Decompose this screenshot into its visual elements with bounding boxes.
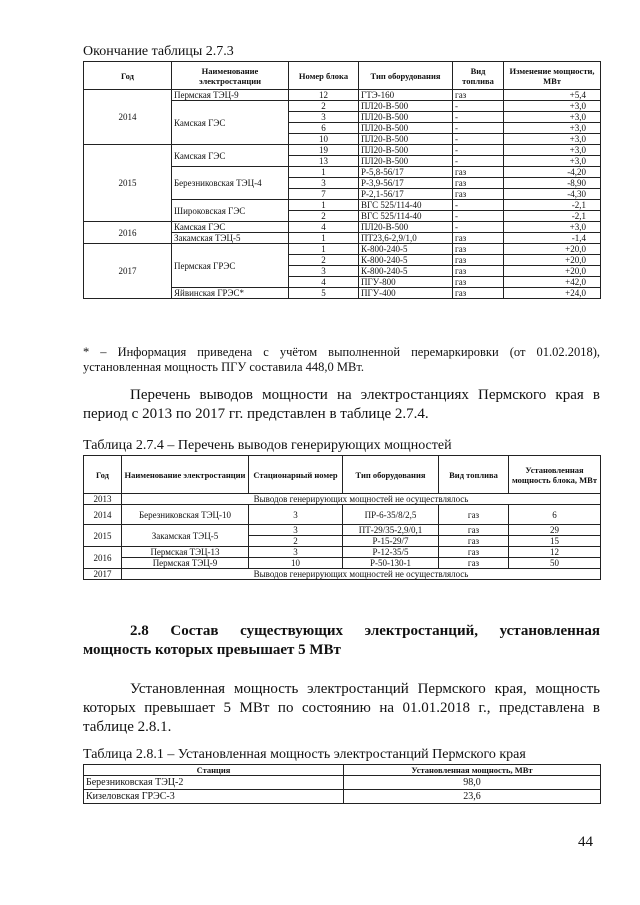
station-number-cell: 3 [249,525,343,536]
block-cell: 13 [289,156,359,167]
paragraph-outages-intro: Перечень выводов мощности на электростанциях Пермского края в период с 2013 по 2017 гг. представлен в таблице 2.7.4. [83,387,600,422]
station-cell: Пермская ТЭЦ-13 [122,547,249,558]
equipment-cell: ПЛ20-В-500 [359,101,453,112]
table-row [84,558,601,569]
year-cell: 2014 [84,505,122,525]
table-header-row [84,456,601,494]
col-header-equipment: Тип оборудования [343,456,439,494]
power-cell: -1,4 [504,233,601,244]
table-row [84,790,601,804]
table-row [84,244,601,255]
power-cell: +20,0 [504,244,601,255]
table-row [84,569,601,580]
block-cell: 4 [289,277,359,288]
table-2-7-4 [83,455,601,580]
no-outages-cell: Выводов генерирующих мощностей не осуществлялось [122,569,601,580]
block-cell: 1 [289,200,359,211]
section-heading-2-8: 2.8 Состав существующих электростанций, установленная мощность которых превышает 5 МВт [83,623,600,658]
table-row [84,505,601,525]
equipment-cell: ВГС 525/114-40 [359,200,453,211]
equipment-cell: Р-15-29/7 [343,536,439,547]
equipment-cell: ПР-6-35/8/2,5 [343,505,439,525]
power-cell: -8,90 [504,178,601,189]
fuel-cell: газ [439,525,509,536]
fuel-cell: газ [439,505,509,525]
capacity-cell: 23,6 [344,790,601,804]
station-number-cell: 3 [249,505,343,525]
station-cell: Яйвинская ГРЭС* [172,288,289,299]
year-cell: 2017 [84,569,122,580]
power-cell: +3,0 [504,145,601,156]
col-header-power-change: Изменение мощности, МВт [504,62,601,90]
power-cell: -2,1 [504,200,601,211]
table-row [84,494,601,505]
station-cell: Березниковская ТЭЦ-2 [84,776,344,790]
table-caption-2-7-3: Окончание таблицы 2.7.3 [83,44,234,59]
equipment-cell: ПГУ-800 [359,277,453,288]
power-cell: +3,0 [504,156,601,167]
col-header-capacity: Установленная мощность блока, МВт [509,456,601,494]
col-header-equipment: Тип оборудования [359,62,453,90]
equipment-cell: ПЛ20-В-500 [359,156,453,167]
equipment-cell: ПЛ20-В-500 [359,222,453,233]
equipment-cell: Р-2,1-56/17 [359,189,453,200]
station-number-cell: 2 [249,536,343,547]
block-cell: 2 [289,255,359,266]
block-cell: 7 [289,189,359,200]
table-2-7-3 [83,61,601,299]
station-cell: Широковская ГЭС [172,200,289,222]
power-cell: +5,4 [504,90,601,101]
fuel-cell: газ [453,178,504,189]
col-header-installed-capacity: Установленная мощность, МВт [344,765,601,776]
fuel-cell: газ [453,233,504,244]
fuel-cell: газ [453,277,504,288]
table-row [84,547,601,558]
fuel-cell: - [453,211,504,222]
power-cell: +3,0 [504,112,601,123]
fuel-cell: газ [453,167,504,178]
col-header-station: Станция [84,765,344,776]
power-cell: +20,0 [504,255,601,266]
fuel-cell: газ [453,244,504,255]
equipment-cell: ПТ-29/35-2,9/0,1 [343,525,439,536]
no-outages-cell: Выводов генерирующих мощностей не осуществлялось [122,494,601,505]
equipment-cell: ПТ23,6-2,9/1,0 [359,233,453,244]
equipment-cell: Р-3,9-56/17 [359,178,453,189]
block-cell: 12 [289,90,359,101]
year-cell: 2016 [84,547,122,569]
capacity-cell: 12 [509,547,601,558]
col-header-block: Номер блока [289,62,359,90]
table-row [84,776,601,790]
paragraph-installed-capacity-intro: Установленная мощность электростанций Пермского края, мощность которых превышает 5 МВт по состоянию на 01.01.2018 г., представлена в таблице 2.8.1. [83,681,600,735]
block-cell: 6 [289,123,359,134]
col-header-year: Год [84,62,172,90]
block-cell: 5 [289,288,359,299]
col-header-year: Год [84,456,122,494]
block-cell: 19 [289,145,359,156]
year-cell: 2017 [84,244,172,299]
station-number-cell: 10 [249,558,343,569]
capacity-cell: 15 [509,536,601,547]
equipment-cell: К-800-240-5 [359,244,453,255]
station-cell: Пермская ГРЭС [172,244,289,288]
station-cell: Березниковская ТЭЦ-4 [172,167,289,200]
station-cell: Камская ГЭС [172,101,289,145]
capacity-cell: 98,0 [344,776,601,790]
station-cell: Закамская ТЭЦ-5 [172,233,289,244]
equipment-cell: Р-50-130-1 [343,558,439,569]
block-cell: 3 [289,112,359,123]
power-cell: +3,0 [504,134,601,145]
block-cell: 1 [289,233,359,244]
fuel-cell: газ [453,90,504,101]
block-cell: 3 [289,266,359,277]
fuel-cell: - [453,222,504,233]
station-cell: Пермская ТЭЦ-9 [172,90,289,101]
equipment-cell: ВГС 525/114-40 [359,211,453,222]
fuel-cell: газ [439,536,509,547]
fuel-cell: - [453,200,504,211]
power-cell: +24,0 [504,288,601,299]
table-caption-2-8-1: Таблица 2.8.1 – Установленная мощность электростанций Пермского края [83,747,526,762]
power-cell: -2,1 [504,211,601,222]
station-cell: Камская ГЭС [172,222,289,233]
fuel-cell: газ [453,189,504,200]
block-cell: 2 [289,211,359,222]
equipment-cell: ПЛ20-В-500 [359,123,453,134]
year-cell: 2015 [84,525,122,547]
block-cell: 3 [289,178,359,189]
fuel-cell: газ [439,558,509,569]
block-cell: 1 [289,244,359,255]
block-cell: 10 [289,134,359,145]
fuel-cell: - [453,123,504,134]
capacity-cell: 6 [509,505,601,525]
block-cell: 2 [289,101,359,112]
equipment-cell: К-800-240-5 [359,255,453,266]
year-cell: 2015 [84,145,172,222]
fuel-cell: газ [453,288,504,299]
col-header-station-number: Стационарный номер [249,456,343,494]
station-cell: Кизеловская ГРЭС-3 [84,790,344,804]
equipment-cell: Р-12-35/5 [343,547,439,558]
equipment-cell: ПГУ-400 [359,288,453,299]
col-header-fuel: Вид топлива [439,456,509,494]
table-header-row [84,62,601,90]
power-cell: +20,0 [504,266,601,277]
power-cell: -4,20 [504,167,601,178]
power-cell: +42,0 [504,277,601,288]
year-cell: 2016 [84,222,172,244]
block-cell: 4 [289,222,359,233]
equipment-cell: ПЛ20-В-500 [359,134,453,145]
col-header-station: Наименование электростанции [172,62,289,90]
year-cell: 2013 [84,494,122,505]
equipment-cell: К-800-240-5 [359,266,453,277]
station-cell: Закамская ТЭЦ-5 [122,525,249,547]
table-header-row [84,765,601,776]
equipment-cell: Р-5,8-56/17 [359,167,453,178]
power-cell: +3,0 [504,123,601,134]
table-row [84,222,601,233]
block-cell: 1 [289,167,359,178]
capacity-cell: 50 [509,558,601,569]
capacity-cell: 29 [509,525,601,536]
fuel-cell: - [453,145,504,156]
table-row [84,145,601,156]
power-cell: -4,30 [504,189,601,200]
table-row [84,525,601,536]
equipment-cell: ПЛ20-В-500 [359,112,453,123]
power-cell: +3,0 [504,101,601,112]
power-cell: +3,0 [504,222,601,233]
fuel-cell: - [453,101,504,112]
col-header-station: Наименование электростанции [122,456,249,494]
fuel-cell: - [453,112,504,123]
fuel-cell: газ [439,547,509,558]
table-row [84,90,601,101]
station-cell: Пермская ТЭЦ-9 [122,558,249,569]
fuel-cell: газ [453,255,504,266]
fuel-cell: газ [453,266,504,277]
equipment-cell: ГТЭ-160 [359,90,453,101]
fuel-cell: - [453,134,504,145]
station-number-cell: 3 [249,547,343,558]
page-number: 44 [578,834,593,850]
year-cell: 2014 [84,90,172,145]
table-2-8-1 [83,764,601,804]
table-caption-2-7-4: Таблица 2.7.4 – Перечень выводов генерирующих мощностей [83,438,452,453]
equipment-cell: ПЛ20-В-500 [359,145,453,156]
col-header-fuel: Вид топлива [453,62,504,90]
station-cell: Березниковская ТЭЦ-10 [122,505,249,525]
table-footnote: * – Информация приведена с учётом выполненной перемаркировки (от 01.02.2018), установленная мощность ПГУ составила 448,0 МВт. [83,345,600,374]
station-cell: Камская ГЭС [172,145,289,167]
fuel-cell: - [453,156,504,167]
